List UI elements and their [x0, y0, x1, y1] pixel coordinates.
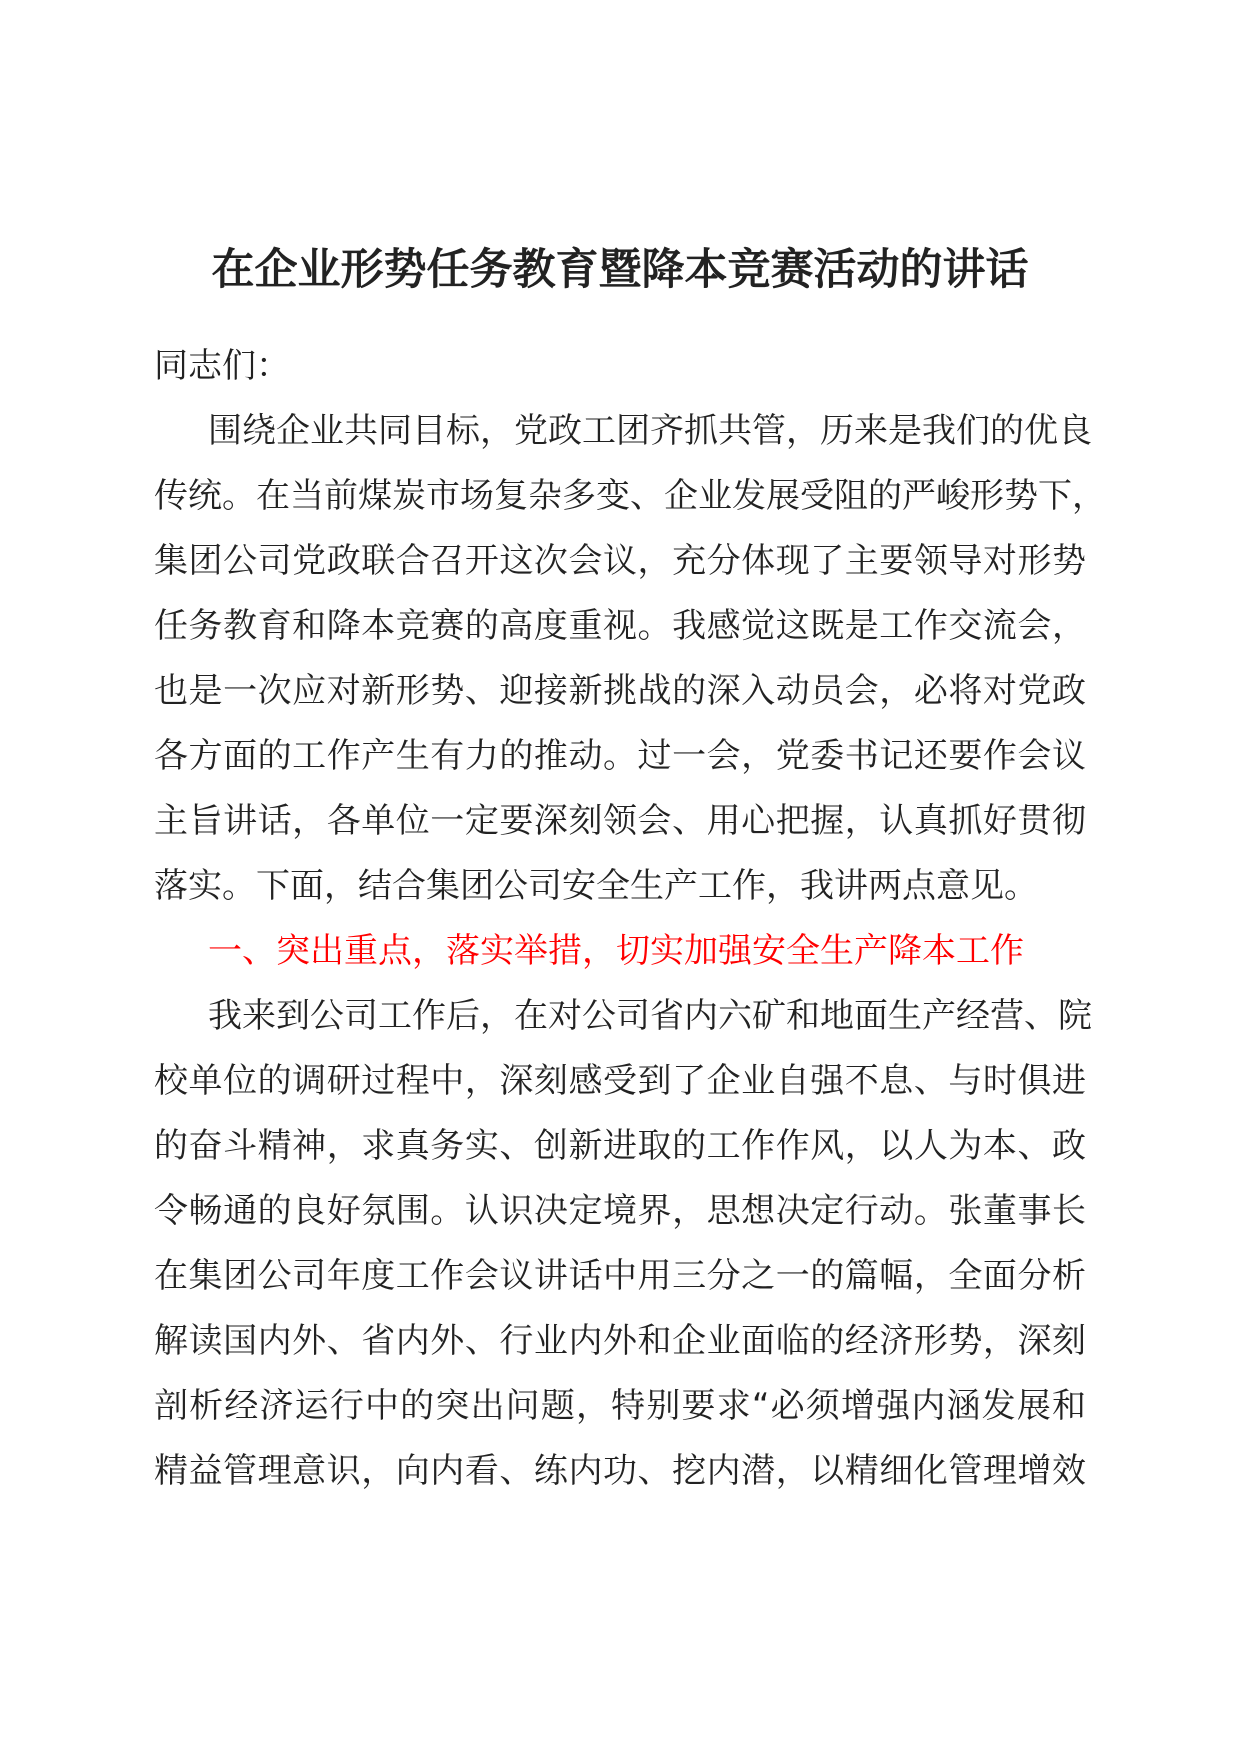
- paragraph-line: 各方面的工作产生有力的推动。过一会，党委书记还要作会议: [154, 736, 1086, 776]
- paragraph-2: [154, 984, 1092, 1504]
- paragraph-line: 主旨讲话，各单位一定要深刻领会、用心把握，认真抓好贯彻: [154, 801, 1086, 841]
- paragraph-line: 也是一次应对新形势、迎接新挑战的深入动员会，必将对党政: [154, 671, 1086, 711]
- paragraph-line: 精益管理意识，向内看、练内功、挖内潜，以精细化管理增效: [154, 1451, 1086, 1491]
- paragraph-line: 落实。下面，结合集团公司安全生产工作，我讲两点意见。: [154, 866, 1038, 906]
- paragraph-line: 解读国内外、省内外、行业内外和企业面临的经济形势，深刻: [154, 1321, 1086, 1361]
- paragraph-line: 任务教育和降本竞赛的高度重视。我感觉这既是工作交流会，: [154, 606, 1086, 646]
- document-body: [154, 334, 1106, 1504]
- paragraph-line: 我来到公司工作后，在对公司省内六矿和地面生产经营、院: [208, 996, 1092, 1036]
- paragraph-line: 在集团公司年度工作会议讲话中用三分之一的篇幅，全面分析: [154, 1256, 1086, 1296]
- salutation: 同志们：: [154, 346, 290, 386]
- document-title: 在企业形势任务教育暨降本竞赛活动的讲话: [211, 245, 1029, 295]
- paragraph-line: 校单位的调研过程中，深刻感受到了企业自强不息、与时俱进: [154, 1061, 1086, 1101]
- paragraph-line: 令畅通的良好氛围。认识决定境界，思想决定行动。张董事长: [154, 1191, 1086, 1231]
- paragraph-line: 剖析经济运行中的突出问题，特别要求“必须增强内涵发展和: [154, 1386, 1086, 1426]
- paragraph-line: 的奋斗精神，求真务实、创新进取的工作作风，以人为本、政: [154, 1126, 1086, 1166]
- paragraph-1: [154, 399, 1106, 919]
- paragraph-line: 传统。在当前煤炭市场复杂多变、企业发展受阻的严峻形势下，: [154, 476, 1106, 516]
- paragraph-line: 围绕企业共同目标，党政工团齐抓共管，历来是我们的优良: [208, 411, 1092, 451]
- paragraph-line: 集团公司党政联合召开这次会议，充分体现了主要领导对形势: [154, 541, 1086, 581]
- section-heading-1: 一、突出重点，落实举措，切实加强安全生产降本工作: [208, 931, 1024, 971]
